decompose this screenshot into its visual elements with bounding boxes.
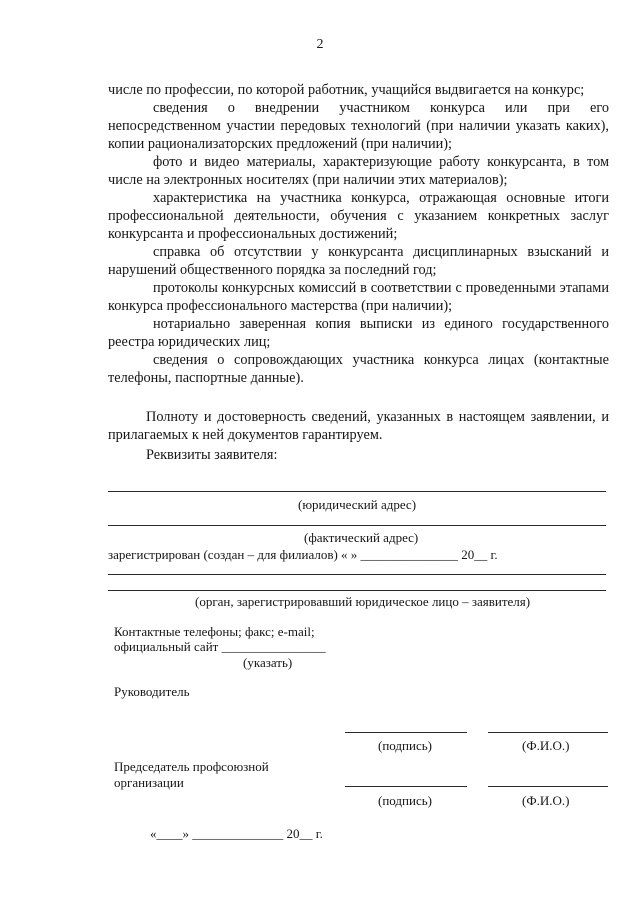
declaration-block bbox=[108, 408, 609, 464]
list-item: нотариально заверенная копия выписки из единого государственного реестра юридических лиц; bbox=[108, 316, 609, 350]
registrar-line-1[interactable] bbox=[108, 574, 606, 575]
contacts-label: Контактные телефоны; факс; e-mail; bbox=[114, 624, 315, 639]
union-org-label: организации bbox=[114, 775, 184, 790]
head-signature-line[interactable] bbox=[345, 732, 467, 733]
list-item: справка об отсутствии у конкурсанта дисциплинарных взысканий и нарушений общественного порядка за последний год; bbox=[108, 244, 609, 278]
list-continuation: числе по профессии, по которой работник, учащийся выдвигается на конкурс; bbox=[108, 82, 585, 98]
union-name-caption: (Ф.И.О.) bbox=[522, 793, 570, 808]
head-name-caption: (Ф.И.О.) bbox=[522, 738, 570, 753]
page-number: 2 bbox=[316, 37, 324, 52]
registrar-line-2[interactable] bbox=[108, 590, 606, 591]
head-label: Руководитель bbox=[114, 684, 190, 699]
date-line: «____» ______________ 20__ г. bbox=[150, 826, 323, 841]
actual-address-caption: (фактический адрес) bbox=[304, 530, 419, 545]
union-name-line[interactable] bbox=[488, 786, 608, 787]
legal-address-line[interactable] bbox=[108, 491, 606, 492]
legal-address-caption: (юридический адрес) bbox=[298, 497, 417, 512]
union-signature-line[interactable] bbox=[345, 786, 467, 787]
union-chair-label: Председатель профсоюзной bbox=[114, 759, 269, 774]
registration-line: зарегистрирован (создан – для филиалов) « » _______________ 20__ г. bbox=[108, 547, 498, 562]
website-label: официальный сайт ________________ bbox=[114, 639, 326, 654]
union-signature-caption: (подпись) bbox=[378, 793, 432, 808]
head-signature-caption: (подпись) bbox=[378, 738, 432, 753]
head-name-line[interactable] bbox=[488, 732, 608, 733]
list-item: протоколы конкурсных комиссий в соответствии с проведенными этапами конкурса профессионального мастерства (при наличии); bbox=[108, 280, 609, 314]
list-item: сведения о сопровождающих участника конкурса лицах (контактные телефоны, паспортные данные). bbox=[108, 352, 609, 386]
document-list bbox=[108, 81, 609, 387]
list-item: сведения о внедрении участником конкурса или при его непосредственном участии передовых технологий (при наличии указать каких), копии рационализаторских предложений (при наличии); bbox=[108, 100, 609, 152]
registrar-caption: (орган, зарегистрировавший юридическое лицо – заявителя) bbox=[195, 594, 531, 609]
list-item: фото и видео материалы, характеризующие работу конкурсанта, в том числе на электронных носителях (при наличии этих материалов); bbox=[108, 154, 609, 188]
requisites-heading: Реквизиты заявителя: bbox=[146, 447, 278, 463]
list-item: характеристика на участника конкурса, отражающая основные итоги профессиональной деятельности, обучения с указанием конкретных заслуг конкурсанта и профессиональных достижений; bbox=[108, 190, 609, 242]
actual-address-line[interactable] bbox=[108, 525, 606, 526]
declaration-text: Полноту и достоверность сведений, указанных в настоящем заявлении, и прилагаемых к ней документов гарантируем. bbox=[108, 409, 609, 443]
specify-caption: (указать) bbox=[243, 655, 293, 670]
